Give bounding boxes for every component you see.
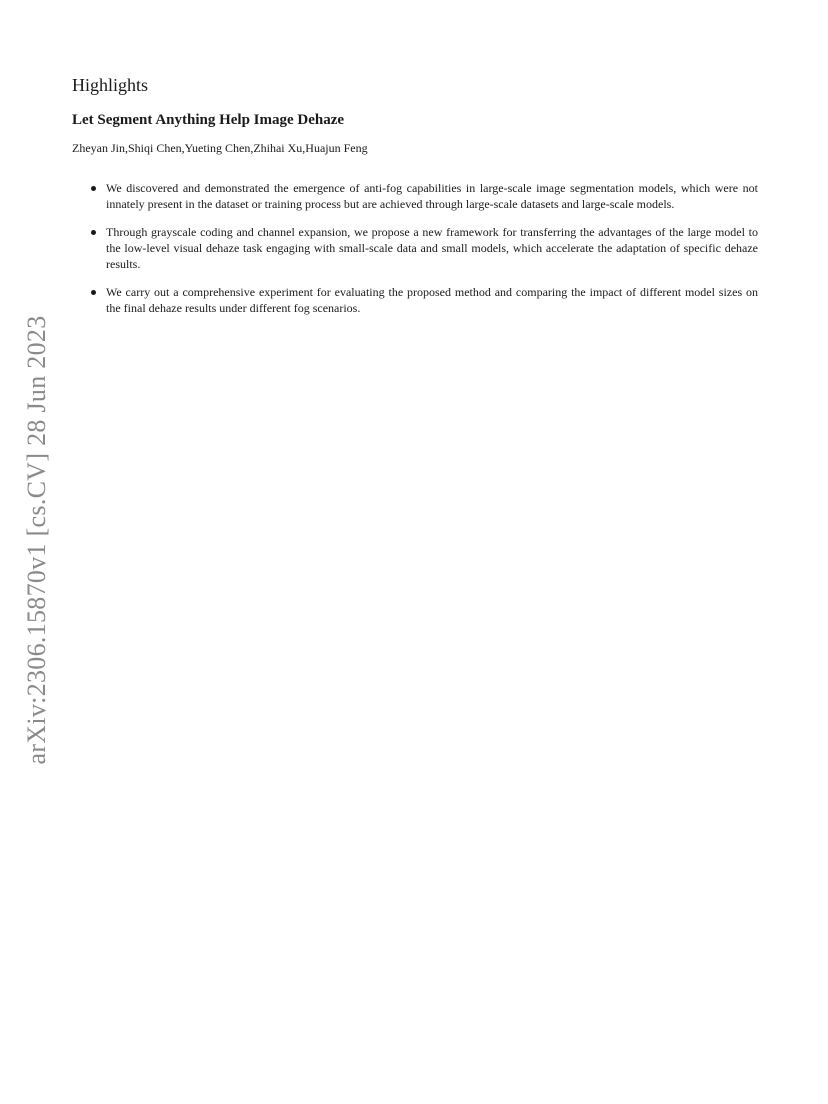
highlight-text: We carry out a comprehensive experiment for evaluating the proposed method and comparing the impact of different model sizes on the final dehaze results under different fog scenarios. [106, 285, 758, 315]
highlight-item [72, 180, 758, 212]
highlight-item [72, 284, 758, 316]
bullet-icon [91, 186, 96, 191]
bullet-icon [91, 290, 96, 295]
author-list: Zheyan Jin,Shiqi Chen,Yueting Chen,Zhihai Xu,Huajun Feng [72, 141, 368, 155]
highlight-text: Through grayscale coding and channel expansion, we propose a new framework for transferring the advantages of the large model to the low-level visual dehaze task engaging with small-scale data and small models, which accelerate the adaptation of specific dehaze results. [106, 225, 758, 271]
arxiv-stamp: arXiv:2306.15870v1 [cs.CV] 28 Jun 2023 [22, 315, 51, 765]
highlights-content [72, 74, 758, 328]
highlight-text: We discovered and demonstrated the emergence of anti-fog capabilities in large-scale image segmentation models, which were not innately present in the dataset or training process but are achieved through large-scale datasets and large-scale models. [106, 181, 758, 211]
bullet-icon [91, 230, 96, 235]
section-heading: Highlights [72, 75, 149, 95]
highlights-list [72, 180, 758, 316]
highlight-item [72, 224, 758, 272]
paper-title: Let Segment Anything Help Image Dehaze [72, 112, 345, 128]
